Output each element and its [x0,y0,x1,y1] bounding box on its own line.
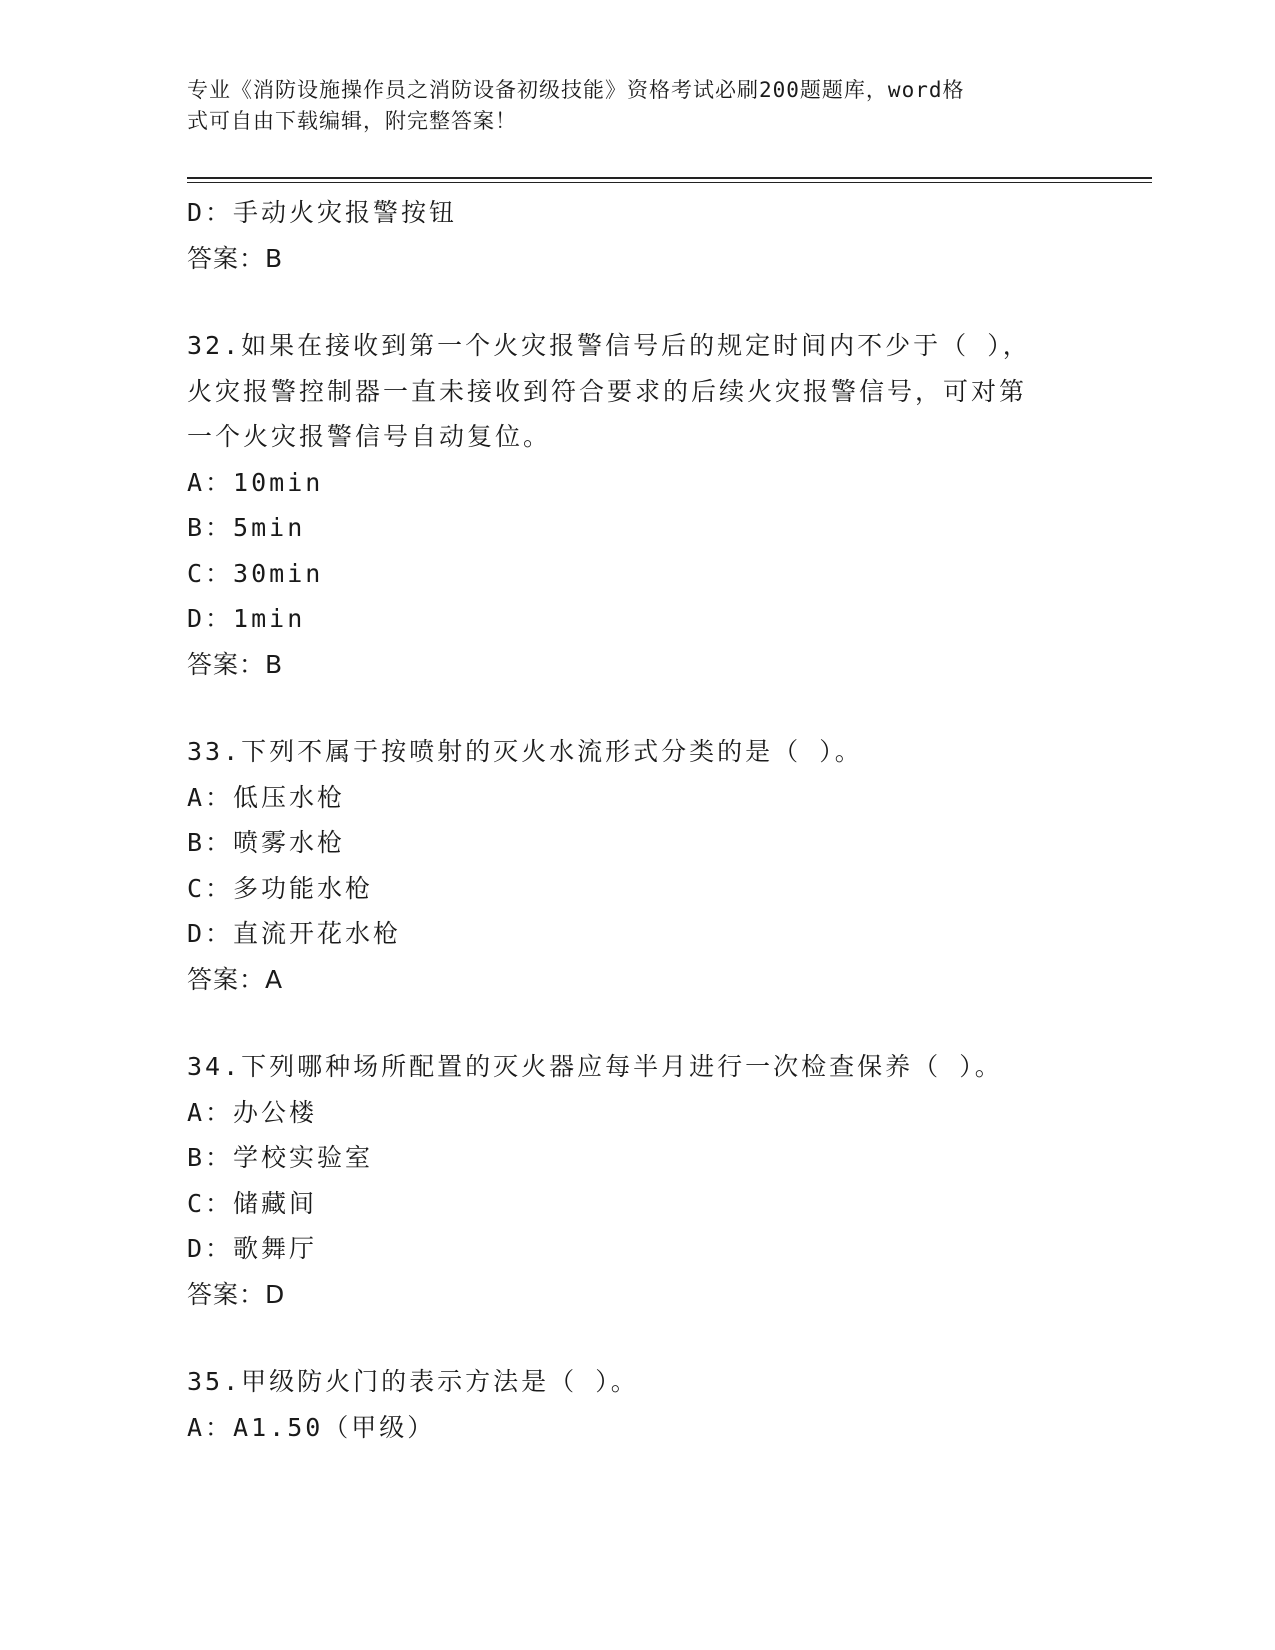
option-a: A：A1.50（甲级） [187,1412,436,1442]
option-b: B：5min [187,513,306,542]
answer-line: 答案：A [187,964,284,994]
option-a: A：10min [187,467,324,497]
answer-line: 答案：B [187,649,284,679]
option-b: B：喷雾水枪 [187,828,346,857]
question-stem: 33.下列不属于按喷射的灭火水流形式分类的是（ ）。 [187,737,863,766]
option-d: D：1min [187,604,306,633]
stem-line: 火灾报警控制器一直未接收到符合要求的后续火灾报警信号，可对第 [187,376,1028,406]
header-line-2: 式可自由下载编辑，附完整答案！ [187,109,517,133]
option-d: D：手动火灾报警按钮 [187,198,458,227]
option-c: C：30min [187,558,324,588]
question-list [187,190,1087,1450]
header-divider-thick [187,177,1152,179]
header-divider-thin [187,182,1152,183]
stem-line: 一个火灾报警信号自动复位。 [187,422,552,451]
question-34 [187,1044,1087,1317]
question-stem: 34.下列哪种场所配置的灭火器应每半月进行一次检查保养（ ）。 [187,1052,1003,1081]
option-d: D：直流开花水枪 [187,919,402,948]
stem-line: 32.如果在接收到第一个火灾报警信号后的规定时间内不少于（ ）， [187,331,1031,360]
option-a: A：办公楼 [187,1097,318,1127]
option-d: D：歌舞厅 [187,1234,318,1263]
header-line-1: 专业《消防设施操作员之消防设备初级技能》资格考试必刷200题题库，word格 [187,78,965,102]
option-a: A：低压水枪 [187,782,346,812]
answer-line: 答案：D [187,1279,286,1309]
question-32 [187,323,1087,687]
option-c: C：多功能水枪 [187,873,374,903]
answer-line: 答案：B [187,243,284,273]
question-stem [187,323,1087,460]
question-33 [187,729,1087,1002]
option-b: B：学校实验室 [187,1143,374,1172]
document-header [187,75,1067,137]
previous-question-fragment [187,190,1087,281]
question-stem: 35.甲级防火门的表示方法是（ ）。 [187,1367,639,1396]
question-35 [187,1359,1087,1450]
option-c: C：储藏间 [187,1188,318,1218]
